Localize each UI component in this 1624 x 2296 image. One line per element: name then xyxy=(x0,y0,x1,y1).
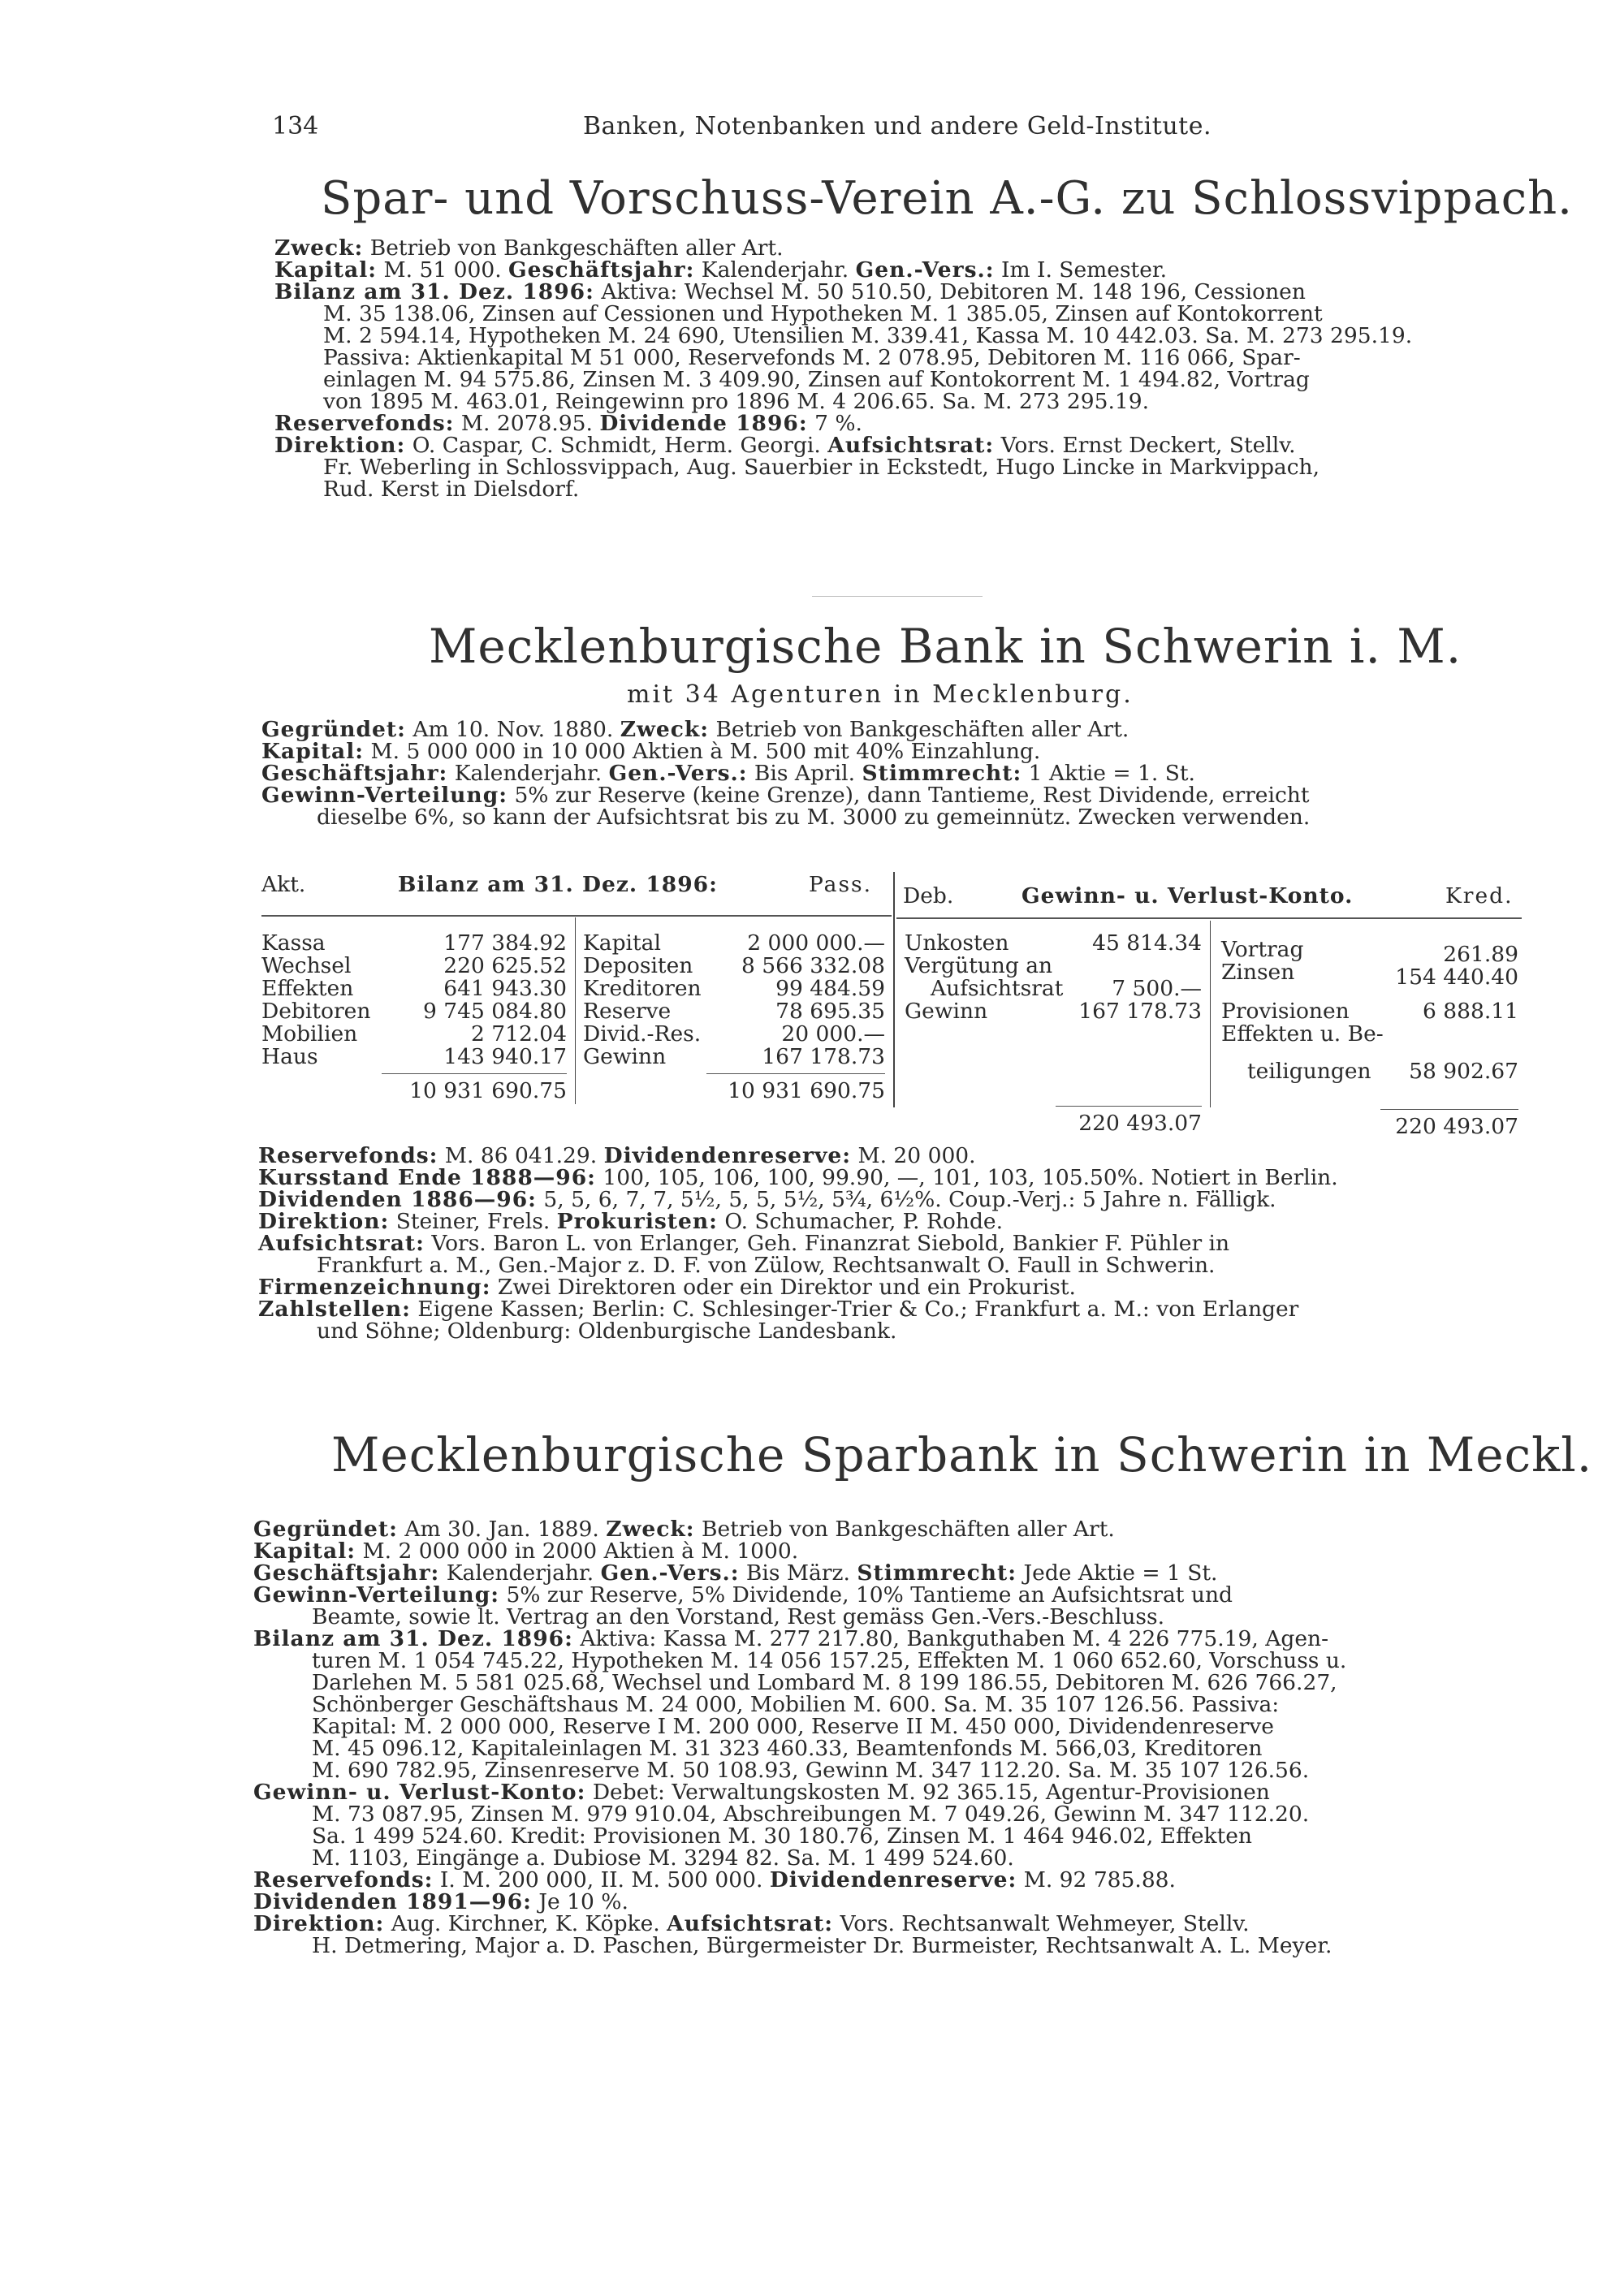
entry2-line: Kapital: M. 5 000 000 in 10 000 Aktien à M. 500 mit 40% Einzahlung. xyxy=(261,739,1041,764)
entry3-line: M. 690 782.95, Zinsenreserve M. 50 108.93, Gewinn M. 347 112.20. Sa. M. 35 107 126.56. xyxy=(312,1758,1310,1783)
table-rule xyxy=(261,915,892,917)
table-divider xyxy=(893,872,895,1107)
aktiva-label: Effekten xyxy=(261,976,354,1001)
pl-credit-label: teiligungen xyxy=(1247,1059,1371,1084)
entry3-line: Gegründet: Am 30. Jan. 1889. Zweck: Betrieb von Bankgeschäften aller Art. xyxy=(253,1517,1115,1542)
entry2-line: dieselbe 6%, so kann der Aufsichtsrat bis zu M. 3000 zu gemeinnütz. Zwecken verwenden. xyxy=(317,805,1311,830)
entry2-line: Gewinn-Verteilung: 5% zur Reserve (keine Grenze), dann Tantieme, Rest Dividende, erreicht xyxy=(261,783,1310,808)
entry3-line: turen M. 1 054 745.22, Hypotheken M. 14 056 157.25, Effekten M. 1 060 652.60, Vorschuss u. xyxy=(312,1648,1347,1673)
entry1-line: Rud. Kerst in Dielsdorf. xyxy=(323,477,580,502)
aktiva-label: Mobilien xyxy=(261,1021,358,1047)
passiva-label: Depositen xyxy=(583,953,693,978)
entry2-line: Zahlstellen: Eigene Kassen; Berlin: C. Schlesinger-Trier & Co.; Frankfurt a. M.: von Erlanger xyxy=(258,1297,1299,1322)
pl-right-head: Kred. xyxy=(1445,883,1514,908)
pl-title: Gewinn- u. Verlust-Konto. xyxy=(1021,883,1354,908)
aktiva-value: 2 712.04 xyxy=(470,1021,567,1047)
entry2-line: Aufsichtsrat: Vors. Baron L. von Erlanger, Geh. Finanzrat Siebold, Bankier F. Pühler in xyxy=(258,1231,1230,1256)
entry1-line: einlagen M. 94 575.86, Zinsen M. 3 409.90, Zinsen auf Kontokorrent M. 1 494.82, Vortrag xyxy=(323,367,1310,392)
balance-right-head: Pass. xyxy=(809,872,873,897)
entry1-line: Passiva: Aktienkapital M 51 000, Reservefonds M. 2 078.95, Debitoren M. 116 066, Spar- xyxy=(323,345,1301,370)
entry2-line: Kursstand Ende 1888—96: 100, 105, 106, 100, 99.90, —, 101, 103, 105.50%. Notiert in Berlin. xyxy=(258,1165,1338,1190)
pl-credit-label: Zinsen xyxy=(1221,960,1295,985)
entry3-line: Dividenden 1891—96: Je 10 %. xyxy=(253,1889,628,1914)
balance-title: Bilanz am 31. Dez. 1896: xyxy=(398,872,718,897)
entry2-title: Mecklenburgische Bank in Schwerin i. M. xyxy=(429,619,1462,674)
passiva-label: Gewinn xyxy=(583,1044,667,1069)
passiva-value: 99 484.59 xyxy=(775,976,885,1001)
entry3-line: Reservefonds: I. M. 200 000, II. M. 500 000. Dividendenreserve: M. 92 785.88. xyxy=(253,1867,1176,1892)
table-divider xyxy=(1210,921,1211,1107)
sum-rule xyxy=(706,1073,885,1074)
pl-credit-value: 261.89 xyxy=(1443,942,1518,967)
entry2-line: Firmenzeichnung: Zwei Direktoren oder ein Direktor und ein Prokurist. xyxy=(258,1275,1076,1300)
entry3-line: Schönberger Geschäftshaus M. 24 000, Mobilien M. 600. Sa. M. 35 107 126.56. Passiva: xyxy=(312,1692,1280,1717)
passiva-value: 2 000 000.— xyxy=(747,930,885,956)
aktiva-label: Kassa xyxy=(261,930,326,956)
entry1-line: Reservefonds: M. 2078.95. Dividende 1896: 7 %. xyxy=(274,411,862,436)
pl-debit-label: Gewinn xyxy=(905,999,988,1024)
pl-debit-total: 220 493.07 xyxy=(1078,1111,1202,1136)
separator-rule xyxy=(812,596,983,597)
entry3-line: Geschäftsjahr: Kalenderjahr. Gen.-Vers.: Bis März. Stimmrecht: Jede Aktie = 1 St. xyxy=(253,1560,1218,1586)
aktiva-value: 220 625.52 xyxy=(443,953,567,978)
passiva-label: Divid.-Res. xyxy=(583,1021,702,1047)
pl-debit-value: 45 814.34 xyxy=(1092,930,1202,956)
aktiva-value: 143 940.17 xyxy=(443,1044,567,1069)
pl-credit-value: 154 440.40 xyxy=(1395,965,1518,990)
page-number: 134 xyxy=(272,112,319,140)
entry1-line: von 1895 M. 463.01, Reingewinn pro 1896 M. 4 206.65. Sa. M. 273 295.19. xyxy=(323,389,1150,414)
entry2-line: Gegründet: Am 10. Nov. 1880. Zweck: Betrieb von Bankgeschäften aller Art. xyxy=(261,717,1129,742)
pl-credit-value: 58 902.67 xyxy=(1409,1059,1518,1084)
pl-debit-label: Aufsichtsrat xyxy=(931,976,1064,1001)
entry3-line: M. 1103, Eingänge a. Dubiose M. 3294 82. Sa. M. 1 499 524.60. xyxy=(312,1845,1014,1871)
entry2-subtitle: mit 34 Agenturen in Mecklenburg. xyxy=(627,680,1134,709)
entry1-line: Direktion: O. Caspar, C. Schmidt, Herm. Georgi. Aufsichtsrat: Vors. Ernst Deckert, Stellv. xyxy=(274,433,1296,458)
entry3-line: Sa. 1 499 524.60. Kredit: Provisionen M. 30 180.76, Zinsen M. 1 464 946.02, Effekten xyxy=(312,1823,1252,1849)
passiva-value: 167 178.73 xyxy=(762,1044,885,1069)
entry3-title: Mecklenburgische Sparbank in Schwerin in Meckl. xyxy=(331,1427,1593,1482)
table-divider xyxy=(575,917,576,1104)
pl-credit-total: 220 493.07 xyxy=(1395,1114,1518,1139)
entry3-line: H. Detmering, Major a. D. Paschen, Bürgermeister Dr. Burmeister, Rechtsanwalt A. L. Meyer. xyxy=(312,1933,1332,1958)
entry2-line: und Söhne; Oldenburg: Oldenburgische Landesbank. xyxy=(317,1318,897,1344)
entry1-line: Zweck: Betrieb von Bankgeschäften aller Art. xyxy=(274,235,784,261)
sum-rule xyxy=(382,1073,567,1074)
entry3-line: Kapital: M. 2 000 000 in 2000 Aktien à M. 1000. xyxy=(253,1539,799,1564)
pl-debit-value: 7 500.— xyxy=(1112,976,1202,1001)
pl-credit-label: Vortrag xyxy=(1221,937,1304,962)
running-title: Banken, Notenbanken und andere Geld-Institute. xyxy=(583,112,1212,140)
passiva-label: Kreditoren xyxy=(583,976,702,1001)
entry3-line: M. 73 087.95, Zinsen M. 979 910.04, Abschreibungen M. 7 049.26, Gewinn M. 347 112.20. xyxy=(312,1802,1310,1827)
entry2-line: Reservefonds: M. 86 041.29. Dividendenreserve: M. 20 000. xyxy=(258,1143,976,1168)
entry1-line: M. 2 594.14, Hypotheken M. 24 690, Utensilien M. 339.41, Kassa M. 10 442.03. Sa. M. 273 295.19. xyxy=(323,323,1413,348)
pl-debit-label: Unkosten xyxy=(905,930,1009,956)
entry1-title: Spar- und Vorschuss-Verein A.-G. zu Schlossvippach. xyxy=(321,172,1573,225)
aktiva-label: Debitoren xyxy=(261,999,371,1024)
sum-rule xyxy=(1380,1109,1518,1110)
passiva-label: Kapital xyxy=(583,930,661,956)
passiva-value: 20 000.— xyxy=(781,1021,885,1047)
table-rule xyxy=(896,917,1522,919)
pl-debit-label: Vergütung an xyxy=(905,953,1053,978)
entry3-line: Bilanz am 31. Dez. 1896: Aktiva: Kassa M. 277 217.80, Bankguthaben M. 4 226 775.19, Agen- xyxy=(253,1626,1329,1651)
aktiva-value: 641 943.30 xyxy=(443,976,567,1001)
entry1-line: M. 35 138.06, Zinsen auf Cessionen und Hypotheken M. 1 385.05, Zinsen auf Kontokorrent xyxy=(323,301,1323,326)
pl-debit-value: 167 178.73 xyxy=(1078,999,1202,1024)
balance-left-head: Akt. xyxy=(261,872,306,897)
pl-credit-value: 6 888.11 xyxy=(1422,999,1518,1024)
entry3-line: Gewinn-Verteilung: 5% zur Reserve, 5% Dividende, 10% Tantieme an Aufsichtsrat und xyxy=(253,1582,1233,1608)
sum-rule xyxy=(1056,1106,1202,1107)
entry2-line: Dividenden 1886—96: 5, 5, 6, 7, 7, 5½, 5, 5, 5½, 5¾, 6½%. Coup.-Verj.: 5 Jahre n. Fälligk. xyxy=(258,1187,1276,1212)
entry2-line: Frankfurt a. M., Gen.-Major z. D. F. von Zülow, Rechtsanwalt O. Faull in Schwerin. xyxy=(317,1253,1216,1278)
entry3-line: M. 45 096.12, Kapitaleinlagen M. 31 323 460.33, Beamtenfonds M. 566,03, Kreditoren xyxy=(312,1736,1263,1761)
pl-credit-label: Effekten u. Be- xyxy=(1221,1021,1384,1047)
entry2-line: Geschäftsjahr: Kalenderjahr. Gen.-Vers.: Bis April. Stimmrecht: 1 Aktie = 1. St. xyxy=(261,761,1195,786)
passiva-label: Reserve xyxy=(583,999,672,1024)
entry1-line: Fr. Weberling in Schlossvippach, Aug. Sauerbier in Eckstedt, Hugo Lincke in Markvippach, xyxy=(323,455,1320,480)
aktiva-label: Haus xyxy=(261,1044,318,1069)
aktiva-value: 177 384.92 xyxy=(443,930,567,956)
pl-left-head: Deb. xyxy=(903,883,954,908)
entry2-line: Direktion: Steiner, Frels. Prokuristen: O. Schumacher, P. Rohde. xyxy=(258,1209,1004,1234)
passiva-value: 8 566 332.08 xyxy=(741,953,885,978)
aktiva-label: Wechsel xyxy=(261,953,352,978)
entry1-line: Bilanz am 31. Dez. 1896: Aktiva: Wechsel M. 50 510.50, Debitoren M. 148 196, Cessionen xyxy=(274,279,1306,304)
aktiva-value: 9 745 084.80 xyxy=(422,999,567,1024)
passiva-value: 78 695.35 xyxy=(775,999,885,1024)
pl-credit-label: Provisionen xyxy=(1221,999,1350,1024)
entry3-line: Darlehen M. 5 581 025.68, Wechsel und Lombard M. 8 199 186.55, Debitoren M. 626 766.27, xyxy=(312,1670,1337,1695)
entry3-line: Direktion: Aug. Kirchner, K. Köpke. Aufsichtsrat: Vors. Rechtsanwalt Wehmeyer, Stellv. xyxy=(253,1911,1250,1936)
entry1-line: Kapital: M. 51 000. Geschäftsjahr: Kalenderjahr. Gen.-Vers.: Im I. Semester. xyxy=(274,257,1168,283)
entry3-line: Gewinn- u. Verlust-Konto: Debet: Verwaltungskosten M. 92 365.15, Agentur-Provisionen xyxy=(253,1780,1270,1805)
entry3-line: Beamte, sowie lt. Vertrag an den Vorstand, Rest gemäss Gen.-Vers.-Beschluss. xyxy=(312,1604,1165,1629)
entry3-line: Kapital: M. 2 000 000, Reserve I M. 200 000, Reserve II M. 450 000, Dividendenreserve xyxy=(312,1714,1274,1739)
aktiva-total: 10 931 690.75 xyxy=(409,1078,567,1103)
passiva-total: 10 931 690.75 xyxy=(728,1078,885,1103)
